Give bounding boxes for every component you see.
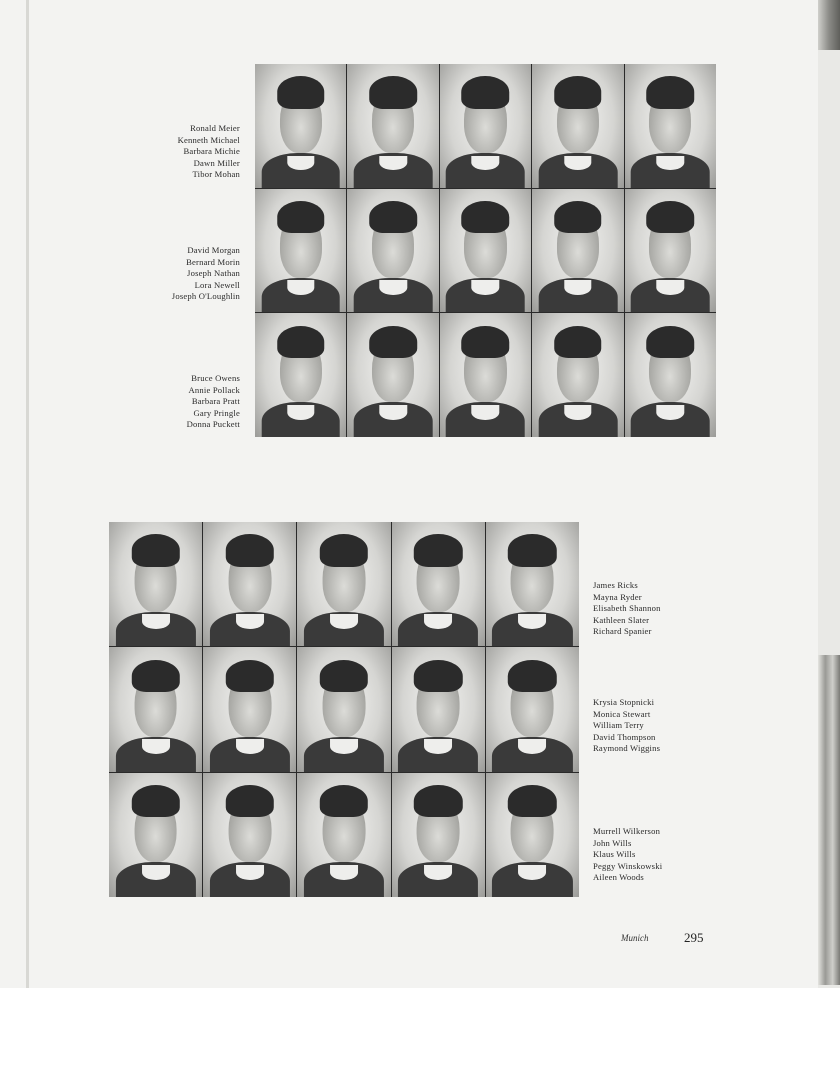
student-name: Joseph O'Loughlin xyxy=(171,291,240,301)
student-portrait xyxy=(532,313,623,437)
student-name: Richard Spanier xyxy=(593,626,652,636)
student-name: Barbara Michie xyxy=(183,146,240,156)
student-portrait xyxy=(532,64,623,188)
student-portrait xyxy=(255,313,346,437)
student-name: Kenneth Michael xyxy=(177,134,240,145)
student-portrait xyxy=(203,522,296,646)
student-name: Annie Pollack xyxy=(188,384,240,395)
student-name: Tibor Mohan xyxy=(192,169,240,179)
student-portrait xyxy=(347,313,438,437)
student-name: Lora Newell xyxy=(194,279,240,290)
student-portrait xyxy=(625,189,716,313)
name-block-top-row-1 xyxy=(140,123,240,181)
student-portrait xyxy=(203,773,296,897)
student-portrait xyxy=(347,189,438,313)
student-portrait xyxy=(109,773,202,897)
student-name: Krysia Stopnicki xyxy=(593,697,655,707)
student-name: Kathleen Slater xyxy=(593,614,650,625)
student-portrait xyxy=(297,522,390,646)
name-block-bottom-row-2 xyxy=(593,697,660,755)
student-name: Elisabeth Shannon xyxy=(593,603,661,613)
student-portrait xyxy=(440,189,531,313)
portrait-grid-top xyxy=(255,64,716,437)
folio-school-name: Munich xyxy=(621,933,649,943)
binding-edge-top xyxy=(818,0,840,50)
student-name: Aileen Woods xyxy=(593,872,644,882)
name-block-bottom-row-3 xyxy=(593,826,662,884)
student-name: Klaus Wills xyxy=(593,849,636,859)
page-number: 295 xyxy=(684,930,704,945)
student-name: Barbara Pratt xyxy=(191,396,240,406)
student-name: David Thompson xyxy=(593,731,656,742)
student-portrait xyxy=(347,64,438,188)
student-portrait xyxy=(297,647,390,771)
student-name: David Morgan xyxy=(187,245,240,255)
portrait-grid-bottom xyxy=(109,522,579,897)
student-name: Mayna Ryder xyxy=(593,591,642,602)
student-name: Gary Pringle xyxy=(193,407,240,418)
name-block-top-row-3 xyxy=(140,373,240,431)
student-portrait xyxy=(440,64,531,188)
student-name: Ronald Meier xyxy=(190,123,240,133)
student-portrait xyxy=(486,647,579,771)
student-name: Joseph Nathan xyxy=(187,268,240,278)
student-portrait xyxy=(297,773,390,897)
student-portrait xyxy=(109,522,202,646)
student-portrait xyxy=(392,647,485,771)
name-block-top-row-2 xyxy=(140,245,240,303)
student-portrait xyxy=(532,189,623,313)
student-name: William Terry xyxy=(593,720,644,730)
student-name: Raymond Wiggins xyxy=(593,743,661,753)
student-name: Dawn Miller xyxy=(193,157,240,168)
student-portrait xyxy=(486,522,579,646)
student-portrait xyxy=(255,64,346,188)
student-name: Donna Puckett xyxy=(186,419,240,429)
name-block-bottom-row-1 xyxy=(593,580,661,638)
student-portrait xyxy=(440,313,531,437)
student-name: Peggy Winskowski xyxy=(593,860,663,871)
student-portrait xyxy=(392,522,485,646)
student-portrait xyxy=(203,647,296,771)
student-portrait xyxy=(109,647,202,771)
student-name: John Wills xyxy=(593,837,632,848)
student-portrait xyxy=(625,64,716,188)
student-name: James Ricks xyxy=(593,580,638,590)
student-name: Murrell Wilkerson xyxy=(593,826,661,836)
student-name: Bernard Morin xyxy=(186,256,240,267)
page-gutter-shadow xyxy=(26,0,29,988)
student-portrait xyxy=(486,773,579,897)
student-portrait xyxy=(392,773,485,897)
binding-edge-bottom xyxy=(818,655,840,985)
student-name: Bruce Owens xyxy=(191,373,240,383)
student-portrait xyxy=(255,189,346,313)
student-portrait xyxy=(625,313,716,437)
student-name: Monica Stewart xyxy=(593,708,651,719)
